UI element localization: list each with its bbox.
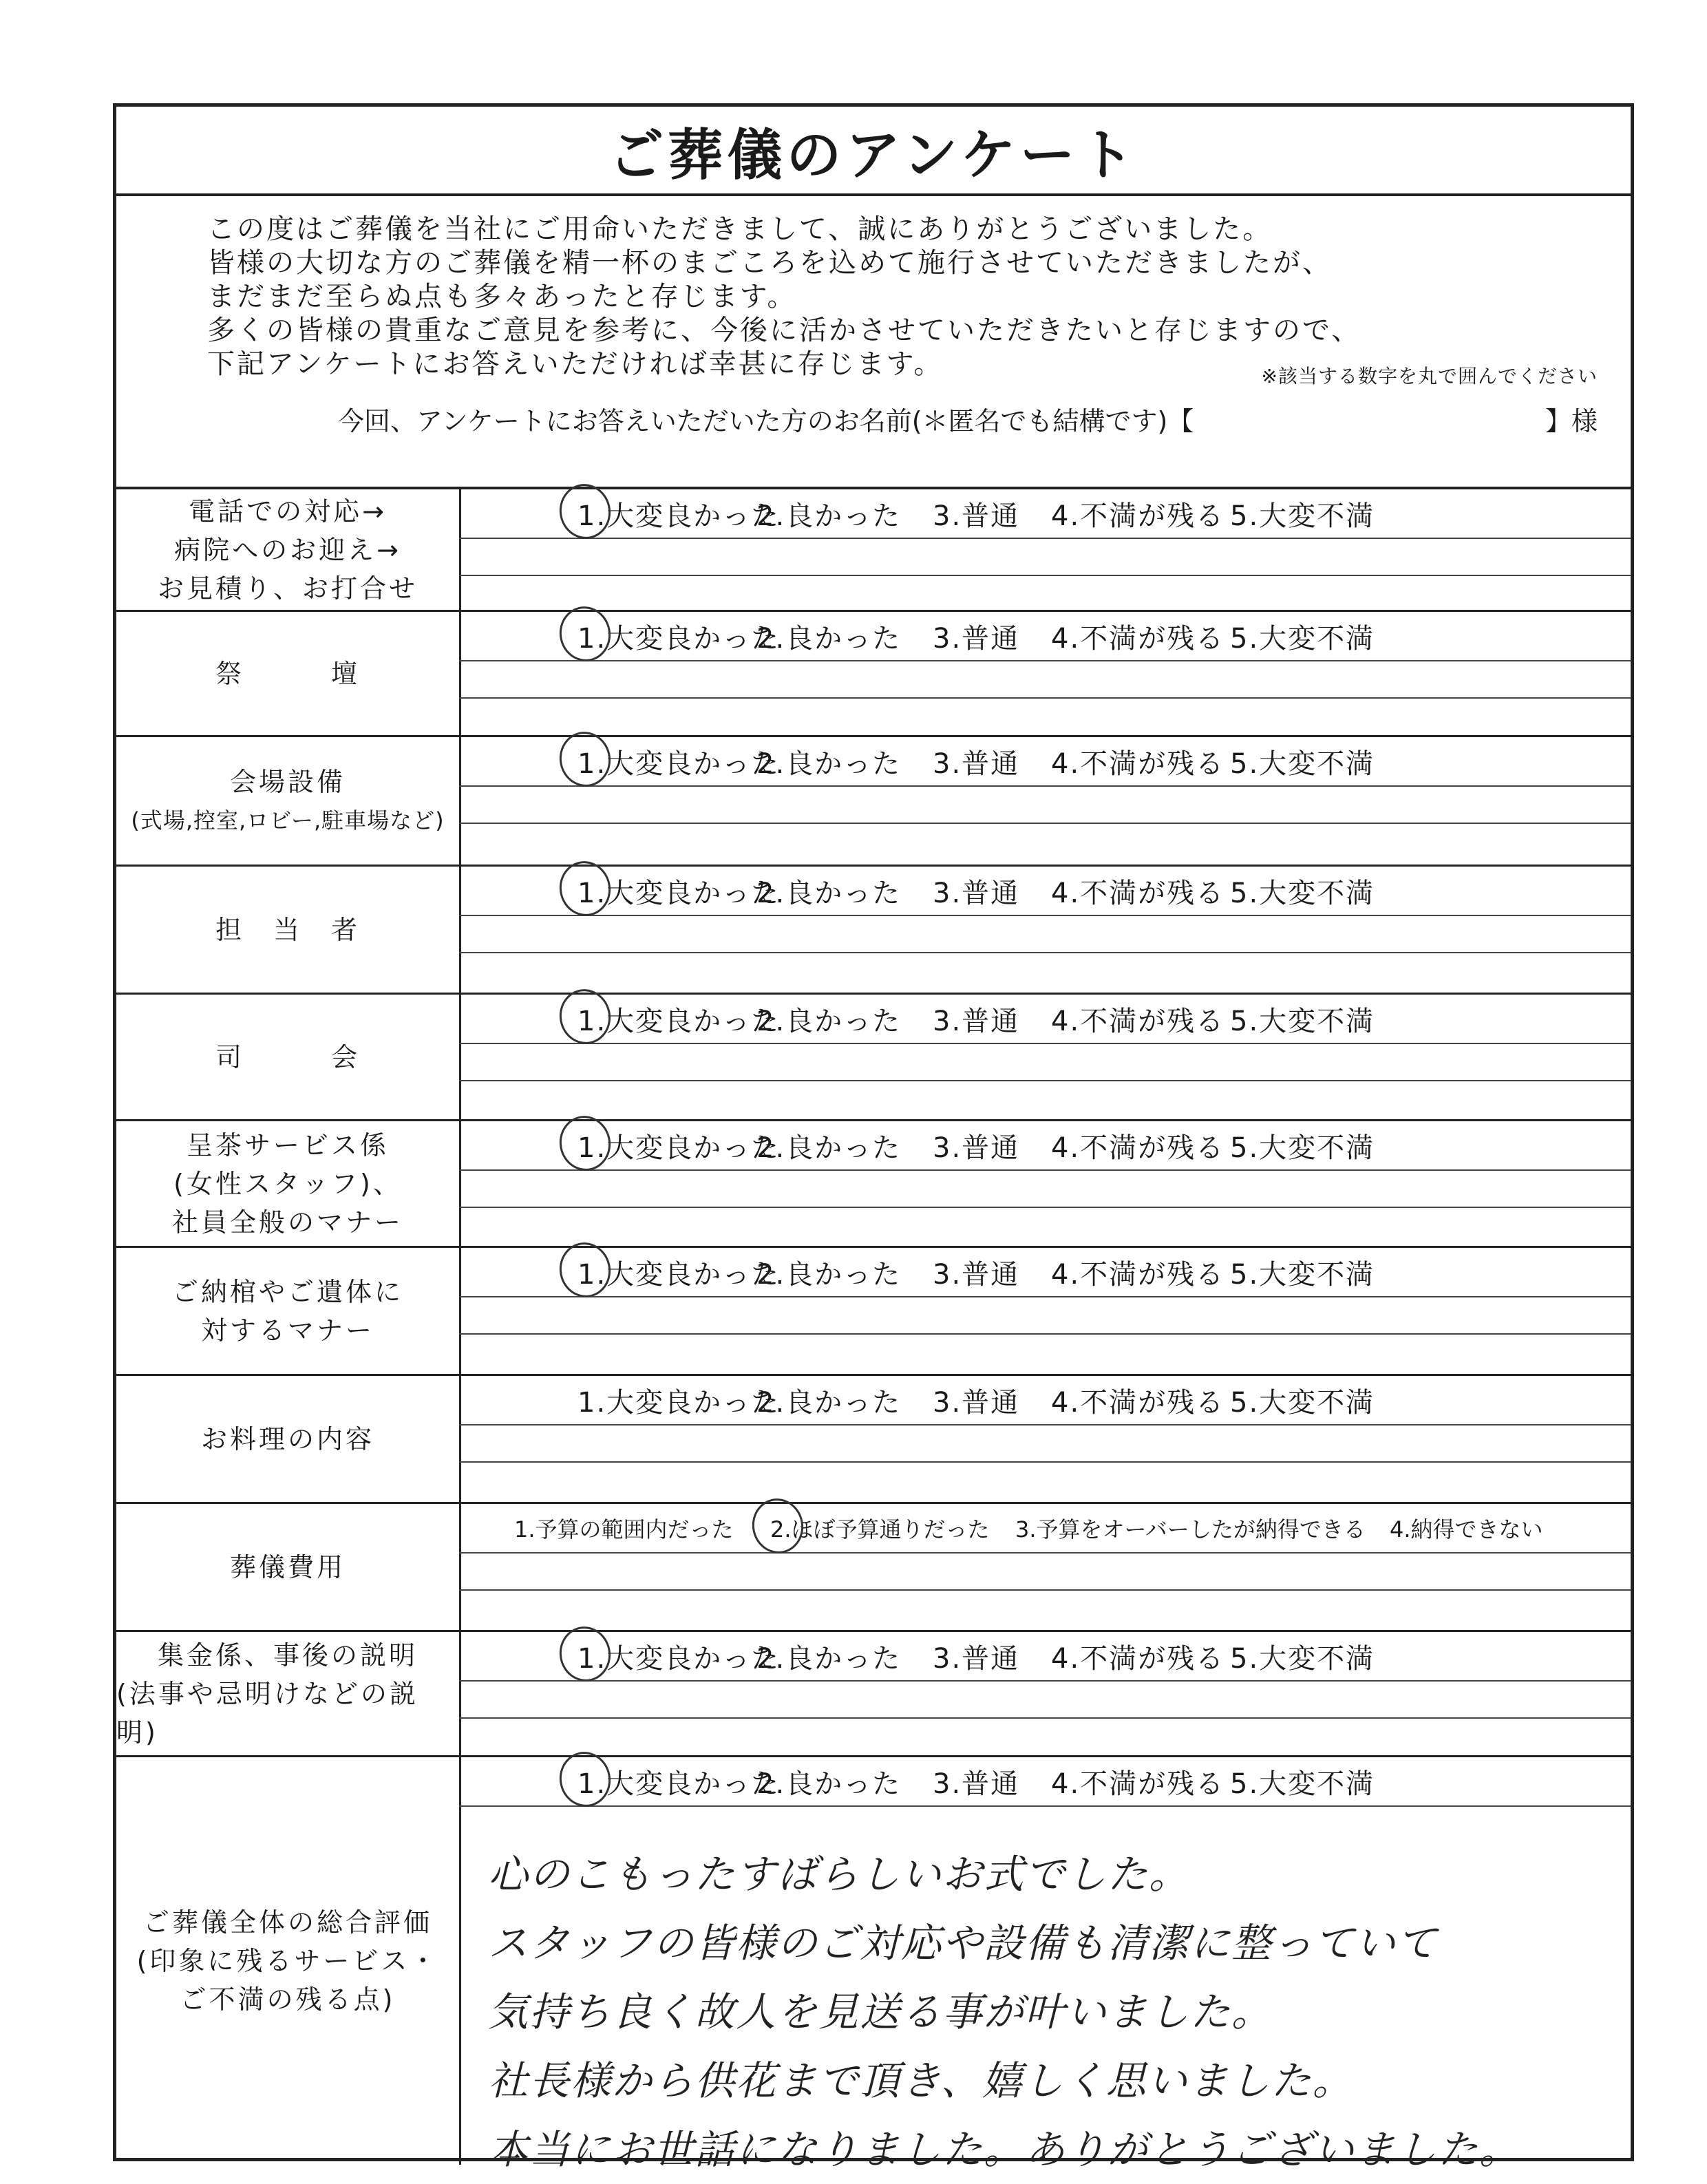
budget-option-2[interactable]: 2.ほぼ予算通りだった xyxy=(770,1516,990,1542)
answer-line xyxy=(459,1589,1631,1591)
rating-option-3[interactable]: 3.普通 xyxy=(933,1768,1020,1800)
row-label-line: ご不満の残る点) xyxy=(180,1984,396,2015)
rating-option-4[interactable]: 4.不満が残る xyxy=(1051,1386,1225,1419)
survey-sheet xyxy=(113,103,1634,2173)
rating-option-1[interactable]: 1.大変良かった xyxy=(577,877,781,909)
rating-option-2[interactable]: 2.良かった xyxy=(756,500,902,532)
rating-option-5[interactable]: 5.大変不満 xyxy=(1230,500,1375,532)
row-label-line: (法事や忌明けなどの説明) xyxy=(116,1678,418,1748)
selected-circle-mark xyxy=(554,1747,615,1812)
rating-row xyxy=(116,489,1631,612)
row-label xyxy=(116,612,461,735)
rating-option-4[interactable]: 4.不満が残る xyxy=(1051,622,1225,655)
row-label-line: お見積り、お打合せ xyxy=(157,573,418,604)
rating-option-3[interactable]: 3.普通 xyxy=(933,748,1020,780)
rating-row xyxy=(116,612,1631,737)
instruction-note: ※該当する数字を丸で囲んでください xyxy=(1261,365,1598,388)
name-suffix: 】様 xyxy=(1545,406,1598,436)
row-label-sub: (式場,控室,ロビー,駐車場など) xyxy=(131,807,445,834)
answer-line xyxy=(459,1333,1631,1335)
selected-circle-mark xyxy=(554,727,615,792)
rating-option-5[interactable]: 5.大変不満 xyxy=(1230,877,1375,909)
intro-line: 皆様の大切な方のご葬儀を精一杯のまごころを込めて施行させていただきましたが、 xyxy=(207,247,1332,279)
comment-line: 気持ち良く故人を見送る事が叶いました。 xyxy=(488,1989,1273,2035)
row-label-line: ご納棺やご遺体に xyxy=(171,1276,403,1307)
intro-line: まだまだ至らぬ点も多々あったと存じます。 xyxy=(207,281,797,312)
answer-line xyxy=(459,1461,1631,1463)
rating-option-4[interactable]: 4.不満が残る xyxy=(1051,1005,1225,1037)
rating-option-4[interactable]: 4.不満が残る xyxy=(1051,1258,1225,1291)
rating-option-1[interactable]: 1.大変良かった xyxy=(577,1386,781,1419)
rating-option-4[interactable]: 4.不満が残る xyxy=(1051,1768,1225,1800)
rating-row xyxy=(116,1121,1631,1248)
intro-line: 下記アンケートにお答えいただければ幸甚に存じます。 xyxy=(207,348,944,380)
answer-line xyxy=(459,1080,1631,1081)
rating-option-2[interactable]: 2.良かった xyxy=(756,748,902,780)
rating-option-5[interactable]: 5.大変不満 xyxy=(1230,1768,1375,1800)
row-label-line: お料理の内容 xyxy=(200,1423,374,1454)
row-label xyxy=(116,995,461,1119)
handwritten-comment xyxy=(488,1840,1603,2184)
rating-option-3[interactable]: 3.普通 xyxy=(933,1132,1020,1164)
intro-line: この度はご葬儀を当社にご用命いただきまして、誠にありがとうございました。 xyxy=(207,213,1273,245)
rating-option-2[interactable]: 2.良かった xyxy=(756,1132,902,1164)
rating-option-5[interactable]: 5.大変不満 xyxy=(1230,1386,1375,1419)
intro-text xyxy=(207,213,1361,381)
intro-line: 多くの皆様の貴重なご意見を参考に、今後に活かさせていただきたいと存じますので、 xyxy=(207,315,1361,346)
budget-options xyxy=(459,1504,1631,1554)
comment-line: 本当にお世話になりました。ありがとうございました。 xyxy=(488,2126,1521,2173)
rating-option-4[interactable]: 4.不満が残る xyxy=(1051,748,1225,780)
rating-option-3[interactable]: 3.普通 xyxy=(933,1386,1020,1419)
rating-row xyxy=(116,995,1631,1121)
rating-option-5[interactable]: 5.大変不満 xyxy=(1230,622,1375,655)
rating-option-1[interactable]: 1.大変良かった xyxy=(577,1768,781,1800)
row-label xyxy=(116,1504,461,1630)
row-label-line: 司 会 xyxy=(215,1041,360,1072)
rating-option-4[interactable]: 4.不満が残る xyxy=(1051,877,1225,909)
row-label-line: 呈茶サービス係 xyxy=(186,1130,389,1160)
row-label-line: 会場設備 xyxy=(229,766,346,797)
budget-option-3[interactable]: 3.予算をオーバーしたが納得できる xyxy=(1015,1516,1366,1542)
rating-row xyxy=(116,1632,1631,1757)
rating-row xyxy=(116,867,1631,995)
rating-option-2[interactable]: 2.良かった xyxy=(756,1642,902,1675)
row-label xyxy=(116,1757,461,2165)
row-label-line: 集金係、事後の説明 xyxy=(157,1640,418,1671)
rating-option-3[interactable]: 3.普通 xyxy=(933,1005,1020,1037)
rating-option-4[interactable]: 4.不満が残る xyxy=(1051,1132,1225,1164)
rating-row xyxy=(116,1248,1631,1376)
rating-option-5[interactable]: 5.大変不満 xyxy=(1230,1132,1375,1164)
rating-option-2[interactable]: 2.良かった xyxy=(756,1768,902,1800)
page-title: ご葬儀のアンケート xyxy=(608,123,1138,187)
selected-circle-mark xyxy=(554,1238,615,1302)
rating-option-2[interactable]: 2.良かった xyxy=(756,1005,902,1037)
rating-option-4[interactable]: 4.不満が残る xyxy=(1051,1642,1225,1675)
rating-option-1[interactable]: 1.大変良かった xyxy=(577,748,781,780)
rating-option-1[interactable]: 1.大変良かった xyxy=(577,622,781,655)
selected-circle-mark xyxy=(747,1494,808,1558)
rating-options xyxy=(459,1121,1631,1171)
rating-option-2[interactable]: 2.良かった xyxy=(756,1386,902,1419)
rating-option-4[interactable]: 4.不満が残る xyxy=(1051,500,1225,532)
rating-option-3[interactable]: 3.普通 xyxy=(933,500,1020,532)
row-label-line: (印象に残るサービス・ xyxy=(136,1946,439,1976)
row-label-line: ご葬儀全体の総合評価 xyxy=(142,1907,432,1938)
row-label-line: 病院へのお迎え→ xyxy=(174,534,401,565)
rating-options xyxy=(459,737,1631,787)
row-label xyxy=(116,867,461,993)
rating-options xyxy=(459,995,1631,1044)
row-label-line: 対するマナー xyxy=(200,1315,374,1346)
row-label-line: 社員全般のマナー xyxy=(171,1207,403,1238)
rating-options xyxy=(459,1248,1631,1297)
row-label-line: 祭 壇 xyxy=(215,658,360,689)
name-label: 今回、アンケートにお答えいただいた方のお名前(＊匿名でも結構です)【 xyxy=(338,406,1194,436)
rating-options xyxy=(459,1632,1631,1682)
comment-line: 心のこもったすばらしいお式でした。 xyxy=(488,1851,1191,1898)
row-label-line: (女性スタッフ)、 xyxy=(173,1168,402,1199)
rating-options xyxy=(459,867,1631,916)
rating-option-5[interactable]: 5.大変不満 xyxy=(1230,1258,1375,1291)
rating-option-3[interactable]: 3.普通 xyxy=(933,622,1020,655)
selected-circle-mark xyxy=(554,1622,615,1686)
row-label xyxy=(116,1121,461,1246)
rating-option-5[interactable]: 5.大変不満 xyxy=(1230,1005,1375,1037)
row-label xyxy=(116,1632,461,1755)
intro-section xyxy=(116,193,1631,489)
selected-circle-mark xyxy=(554,602,615,666)
title-box xyxy=(116,107,1631,196)
answer-line xyxy=(459,575,1631,576)
rating-row xyxy=(116,1376,1631,1504)
answer-line xyxy=(459,823,1631,824)
selected-circle-mark xyxy=(554,479,615,544)
rating-option-3[interactable]: 3.普通 xyxy=(933,877,1020,909)
answer-line xyxy=(459,952,1631,953)
answer-line xyxy=(459,1207,1631,1208)
comment-line: 社長様から供花まで頂き、嬉しく思いました。 xyxy=(488,2057,1354,2104)
row-label-line: 担 当 者 xyxy=(215,914,360,945)
rating-options xyxy=(459,612,1631,661)
comment-line: スタッフの皆様のご対応や設備も清潔に整っていて xyxy=(488,1920,1439,1966)
rating-option-1[interactable]: 1.大変良かった xyxy=(577,1642,781,1675)
budget-option-1[interactable]: 1.予算の範囲内だった xyxy=(514,1516,734,1542)
row-label xyxy=(116,1376,461,1502)
rating-option-1[interactable]: 1.大変良かった xyxy=(577,500,781,532)
answer-line xyxy=(459,1717,1631,1719)
rating-option-2[interactable]: 2.良かった xyxy=(756,622,902,655)
rating-option-5[interactable]: 5.大変不満 xyxy=(1230,1642,1375,1675)
row-label xyxy=(116,489,461,610)
row-label xyxy=(116,1248,461,1374)
rating-options xyxy=(459,1376,1631,1425)
rating-option-1[interactable]: 1.大変良かった xyxy=(577,1258,781,1291)
rating-option-5[interactable]: 5.大変不満 xyxy=(1230,748,1375,780)
answer-line xyxy=(459,697,1631,699)
respondent-name-row xyxy=(338,400,1598,438)
rating-option-3[interactable]: 3.普通 xyxy=(933,1258,1020,1291)
row-label-line: 葬儀費用 xyxy=(229,1551,346,1582)
selected-circle-mark xyxy=(554,1111,615,1176)
selected-circle-mark xyxy=(554,856,615,921)
rating-option-2[interactable]: 2.良かった xyxy=(756,1258,902,1291)
rating-option-1[interactable]: 1.大変良かった xyxy=(577,1132,781,1164)
budget-option-4[interactable]: 4.納得できない xyxy=(1390,1516,1543,1542)
selected-circle-mark xyxy=(554,984,615,1049)
rating-option-2[interactable]: 2.良かった xyxy=(756,877,902,909)
rating-options xyxy=(459,489,1631,539)
row-label xyxy=(116,737,461,865)
rating-options xyxy=(459,1757,1631,1807)
row-label-line: 電話での対応→ xyxy=(189,496,387,527)
rating-row xyxy=(116,1757,1631,2173)
rating-row xyxy=(116,1504,1631,1632)
rating-option-3[interactable]: 3.普通 xyxy=(933,1642,1020,1675)
rating-row xyxy=(116,737,1631,867)
rating-option-1[interactable]: 1.大変良かった xyxy=(577,1005,781,1037)
